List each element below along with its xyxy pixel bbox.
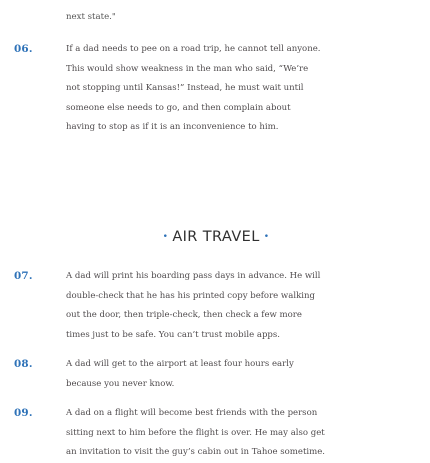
text-line: A dad will print his boarding pass days in advance. He will xyxy=(66,271,321,281)
text-line: out the door, then triple-check, then check a few more xyxy=(66,310,302,320)
text-line: times just to be safe. You can’t trust mobile apps. xyxy=(66,329,280,340)
text-line: If a dad needs to pee on a road trip, he cannot tell anyone. xyxy=(66,44,321,54)
text-line: A dad on a flight will become best friends with the person xyxy=(66,408,318,418)
heading-bullet-right: • xyxy=(263,232,270,242)
text-line: having to stop as if it is an inconvenience to him. xyxy=(66,122,279,132)
text-line: because you never know. xyxy=(66,378,175,389)
section-heading-text: AIR TRAVEL xyxy=(172,229,260,245)
item-text xyxy=(66,40,366,138)
section-heading xyxy=(66,229,366,245)
text-line: sitting next to him before the flight is over. He may also get xyxy=(66,427,325,438)
item-number: 09. xyxy=(14,407,33,419)
item-text xyxy=(66,267,366,345)
text-line: someone else needs to go, and then complain about xyxy=(66,102,291,113)
item-text xyxy=(66,404,366,463)
item-number: 07. xyxy=(14,270,33,282)
text-line: A dad will get to the airport at least four hours early xyxy=(66,359,294,369)
text-line: an invitation to visit the guy’s cabin out in Tahoe sometime. xyxy=(66,447,326,457)
text-line: double-check that he has his printed copy before walking xyxy=(66,290,315,301)
text-line: not stopping until Kansas!” Instead, he must wait until xyxy=(66,83,304,93)
item-text xyxy=(66,355,366,394)
heading-bullet-left: • xyxy=(162,232,169,242)
item-number: 06. xyxy=(14,43,33,55)
item-number: 08. xyxy=(14,358,33,370)
continuation-text: next state." xyxy=(66,12,116,22)
text-line: This would show weakness in the man who said, “We’re xyxy=(66,63,309,74)
